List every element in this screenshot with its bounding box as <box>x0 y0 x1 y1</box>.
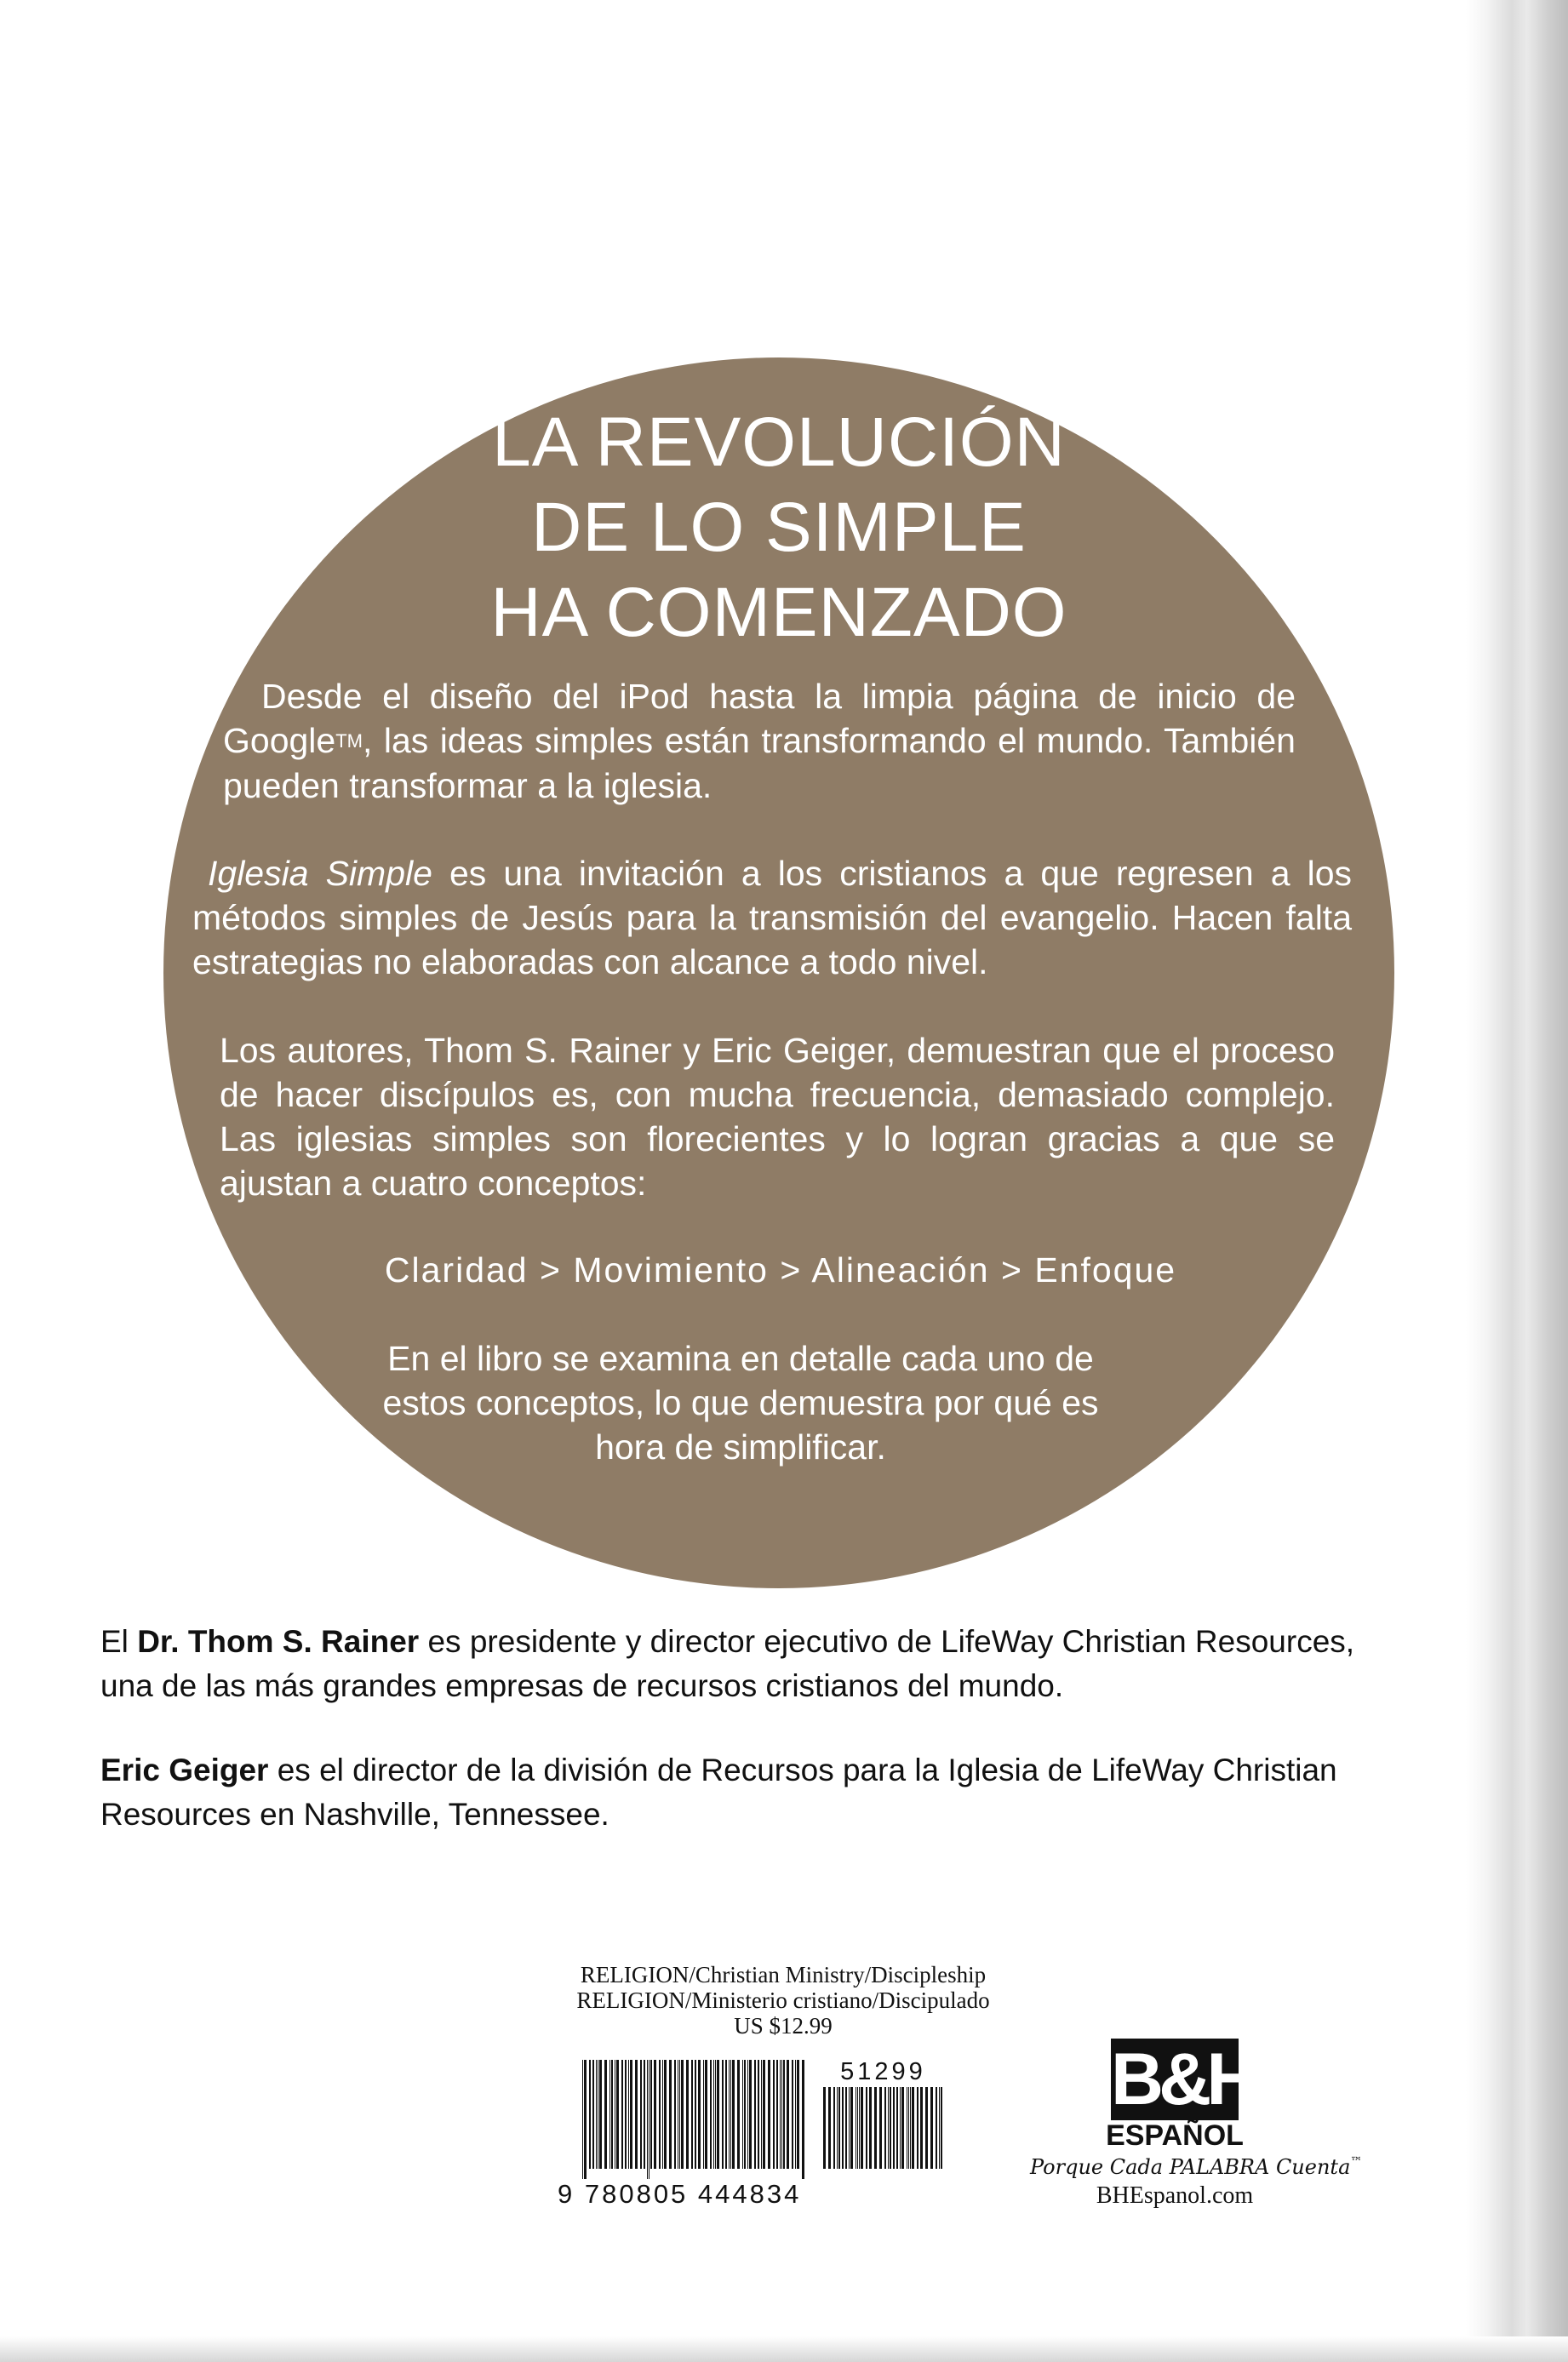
category-en: RELIGION/Christian Ministry/Discipleship <box>580 1962 987 1987</box>
tagline-tm: ™ <box>1350 2155 1363 2169</box>
barcode-bar <box>939 2087 940 2169</box>
publisher-url: BHEspanol.com <box>1096 2182 1254 2209</box>
barcode-bar <box>742 2060 743 2169</box>
barcode-bar <box>659 2060 661 2169</box>
barcode-bar <box>698 2060 701 2169</box>
barcode-bar <box>582 2060 583 2179</box>
barcode-bar <box>649 2060 650 2179</box>
barcode-bar <box>910 2087 911 2169</box>
isbn-barcode <box>581 2060 805 2179</box>
price: US $12.99 <box>734 2013 833 2039</box>
barcode-bar <box>888 2087 889 2169</box>
barcode-bar <box>925 2087 928 2169</box>
barcode-bar <box>795 2060 796 2169</box>
barcode-bar <box>920 2087 923 2169</box>
barcode-bar <box>908 2087 909 2169</box>
barcode-bar <box>792 2060 793 2169</box>
barcode-bar <box>850 2087 853 2169</box>
barcode-bar <box>650 2060 652 2169</box>
barcode-bar <box>630 2060 632 2169</box>
barcode-bar <box>621 2060 623 2169</box>
headline-line-2: DE LO SIMPLE <box>531 489 1027 566</box>
barcode-bar <box>744 2060 746 2169</box>
barcode-bar <box>691 2060 693 2169</box>
headline <box>340 400 1217 655</box>
barcode-bar <box>797 2060 799 2169</box>
barcode-bar <box>776 2060 778 2169</box>
intro-text-end: , las ideas simples están transformando el mundo. También pueden transformar a la iglesia. <box>223 721 1296 805</box>
barcode-bar <box>647 2060 648 2179</box>
barcode-bar <box>669 2060 672 2169</box>
bio-thom-rainer <box>100 1620 1377 1708</box>
barcode-bar <box>596 2060 597 2169</box>
barcode-bar <box>654 2060 656 2169</box>
barcode-bar <box>857 2087 858 2169</box>
barcode-bar <box>584 2060 587 2179</box>
barcode-bar <box>703 2060 704 2169</box>
headline-line-1: LA REVOLUCIÓN <box>492 403 1066 481</box>
barcode-bar <box>732 2060 735 2169</box>
barcode-bar <box>936 2087 937 2169</box>
closing-text: En el libro se examina en detalle cada uno de estos conceptos, lo que demuestra por qué es hora de simplificar. <box>382 1339 1099 1467</box>
invitation-text: es una invitación a los cristianos a que regresen a los métodos simples de Jesús para la transmisión del evangelio. Hacen falta estrategias no elaboradas con alcance a todo nivel. <box>192 854 1353 981</box>
barcode-bar <box>664 2060 667 2169</box>
barcode-bar <box>773 2060 775 2169</box>
barcode-bar <box>754 2060 756 2169</box>
barcode-bar <box>705 2060 707 2169</box>
intro-paragraph <box>223 674 1296 808</box>
barcode-bar <box>679 2060 680 2169</box>
barcode-bar <box>893 2087 895 2169</box>
barcode-bar <box>686 2060 689 2169</box>
barcode-bar <box>859 2087 860 2169</box>
trademark-mark: TM <box>335 730 363 752</box>
barcode-bar <box>625 2060 627 2169</box>
category-es: RELIGION/Ministerio cristiano/Discipulado <box>576 1987 990 2013</box>
barcode-bar <box>879 2087 882 2169</box>
barcode-bar <box>838 2087 840 2169</box>
barcode-bar <box>837 2087 838 2169</box>
barcode-bar <box>869 2087 872 2169</box>
barcode-bar <box>717 2060 719 2169</box>
publisher-logo-word: ESPAÑOL <box>1106 2119 1244 2152</box>
barcode-bar <box>896 2087 898 2169</box>
bio1-prefix: El <box>100 1624 138 1659</box>
barcode-bar <box>592 2060 594 2169</box>
barcode-bar <box>900 2087 901 2169</box>
barcode-bar <box>722 2060 724 2169</box>
authors-text: Los autores, Thom S. Rainer y Eric Geiger, demuestran que el proceso de hacer discípulos es, con mucha frecuencia, demasiado complejo. Las iglesias simples son florecientes y lo logran gracias a que se ajustan a cuatro conceptos: <box>220 1031 1335 1203</box>
price-addon-number: 51299 <box>840 2058 926 2085</box>
barcode-bar <box>884 2087 886 2169</box>
barcode-bar <box>917 2087 918 2169</box>
barcode-bar <box>761 2060 762 2169</box>
concepts-line <box>249 1248 1313 1292</box>
barcode-bar <box>640 2060 642 2169</box>
barcode-bar <box>802 2060 804 2179</box>
barcode-bar <box>725 2060 727 2169</box>
barcode-bar <box>866 2087 867 2169</box>
barcode-bar <box>749 2060 752 2169</box>
barcode-bar <box>589 2060 591 2169</box>
barcode-bar <box>780 2060 781 2169</box>
barcode-bar <box>930 2087 933 2169</box>
invitation-paragraph <box>192 851 1352 984</box>
barcode-bar <box>941 2087 942 2169</box>
barcode-bar <box>681 2060 684 2169</box>
book-title: Iglesia Simple <box>208 854 432 893</box>
tagline-text: Porque Cada PALABRA Cuenta <box>1030 2155 1351 2179</box>
catalog-info <box>528 1962 1039 2039</box>
bio1-text: es presidente y director ejecutivo de LifeWay Christian Resources, una de las más grandes empresas de recursos cristianos del mundo. <box>100 1624 1355 1703</box>
intro-text: Desde el diseño del iPod hasta la limpia página de inicio de Google <box>223 677 1296 760</box>
barcode-bar <box>628 2060 629 2169</box>
barcode-bar <box>783 2060 785 2169</box>
barcode-bar <box>715 2060 716 2169</box>
spine-edge <box>1466 0 1568 2362</box>
barcode-bar <box>644 2060 645 2169</box>
barcode-bar <box>616 2060 619 2169</box>
barcode-bar <box>599 2060 602 2169</box>
barcode-bar <box>833 2087 835 2169</box>
barcode-bar <box>845 2087 847 2169</box>
barcode-bar <box>842 2087 844 2169</box>
barcode-bar <box>861 2087 863 2169</box>
authors-paragraph <box>220 1028 1335 1205</box>
barcode-bar <box>611 2060 613 2169</box>
isbn-number: 9 780805 444834 <box>558 2179 802 2209</box>
barcode-bar <box>737 2060 740 2169</box>
bio2-name: Eric Geiger <box>100 1753 269 1787</box>
barcode-bar <box>730 2060 731 2169</box>
publisher-tagline <box>1030 2155 1363 2179</box>
barcode-bar <box>604 2060 607 2169</box>
barcode-bar <box>828 2087 831 2169</box>
barcode-bar <box>763 2060 765 2169</box>
barcode-bar <box>874 2087 877 2169</box>
barcode-bar <box>729 2060 730 2169</box>
barcode-bar <box>849 2087 850 2169</box>
bottom-edge <box>0 2336 1568 2362</box>
barcode-bar <box>695 2060 696 2169</box>
bio2-text: es el director de la división de Recursos para la Iglesia de LifeWay Christian Resources en Nashville, Tennessee. <box>100 1753 1337 1832</box>
closing-paragraph <box>349 1336 1132 1469</box>
barcode-bar <box>609 2060 610 2169</box>
barcode-bar <box>823 2087 826 2169</box>
barcode-bar <box>912 2087 914 2169</box>
barcode-bar <box>901 2087 904 2169</box>
barcode-bar <box>710 2060 712 2169</box>
barcode-bar <box>747 2060 748 2169</box>
barcode-bar <box>787 2060 789 2169</box>
barcode-bar <box>781 2060 782 2169</box>
headline-line-3: HA COMENZADO <box>490 574 1067 651</box>
barcode-bar <box>662 2060 663 2169</box>
barcode-bar <box>758 2060 759 2169</box>
barcode-bar <box>768 2060 770 2169</box>
barcode-bar <box>890 2087 891 2169</box>
publisher-logo-mark: B&H <box>1111 2039 1255 2120</box>
barcode-bar <box>713 2060 714 2169</box>
barcode-bar <box>635 2060 638 2169</box>
barcode-bar <box>674 2060 676 2169</box>
bio-eric-geiger <box>100 1748 1377 1837</box>
bio1-name: Dr. Thom S. Rainer <box>137 1624 420 1659</box>
price-addon-barcode <box>821 2087 945 2179</box>
concepts-text: Claridad > Movimiento > Alineación > Enfoque <box>384 1250 1177 1290</box>
